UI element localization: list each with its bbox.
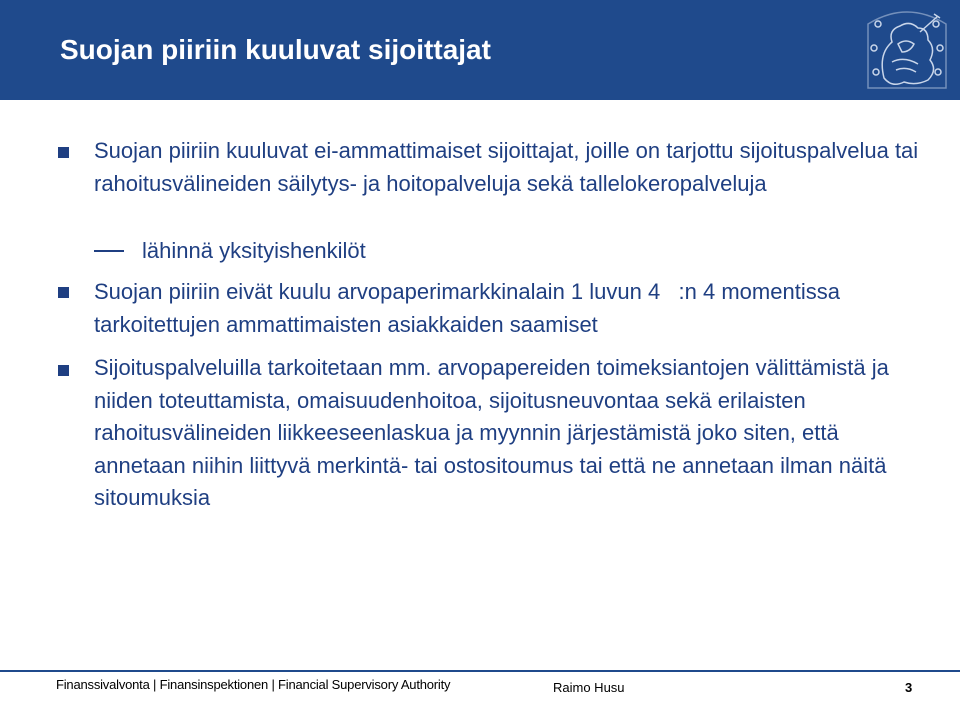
bullet-text-1: Suojan piiriin kuuluvat ei-ammattimaiset sijoittajat, joille on tarjottu sijoituspalvelua tai rahoitusvälineiden säilytys- ja hoitopalveluja sekä tallelokeropalveluja xyxy=(94,138,919,196)
bullet-text-3: Sijoituspalveluilla tarkoitetaan mm. arvopapereiden toimeksiantojen välittämistä ja niiden toteuttamista, omaisuudenhoitoa, sijoitusneuvontaa sekä erilaisten rahoitusvälineiden liikkeeseenlaskua ja myynnin järjestämistä joko siten, että annetaan niihin liittyvä merkintä- tai ostositoumus tai että ne annetaan ilman näitä sitoumuksia xyxy=(94,355,889,511)
page-number: 3 xyxy=(905,680,913,695)
sub-bullet-text: lähinnä yksityishenkilöt xyxy=(142,238,366,263)
square-bullet-icon xyxy=(58,365,69,376)
footer-author: Raimo Husu xyxy=(553,680,625,695)
bullet-text-2: Suojan piiriin eivät kuulu arvopaperimarkkinalain 1 luvun 4 :n 4 momentissa tarkoitettujen ammattimaisten asiakkaiden saamiset xyxy=(94,279,840,337)
slide-title: Suojan piiriin kuuluvat sijoittajat xyxy=(60,34,491,65)
footer-organization: Finanssivalvonta | Finansinspektionen | Financial Supervisory Authority xyxy=(56,677,451,692)
square-bullet-icon xyxy=(58,287,69,298)
square-bullet-icon xyxy=(58,147,69,158)
dash-bullet-icon xyxy=(94,250,124,252)
